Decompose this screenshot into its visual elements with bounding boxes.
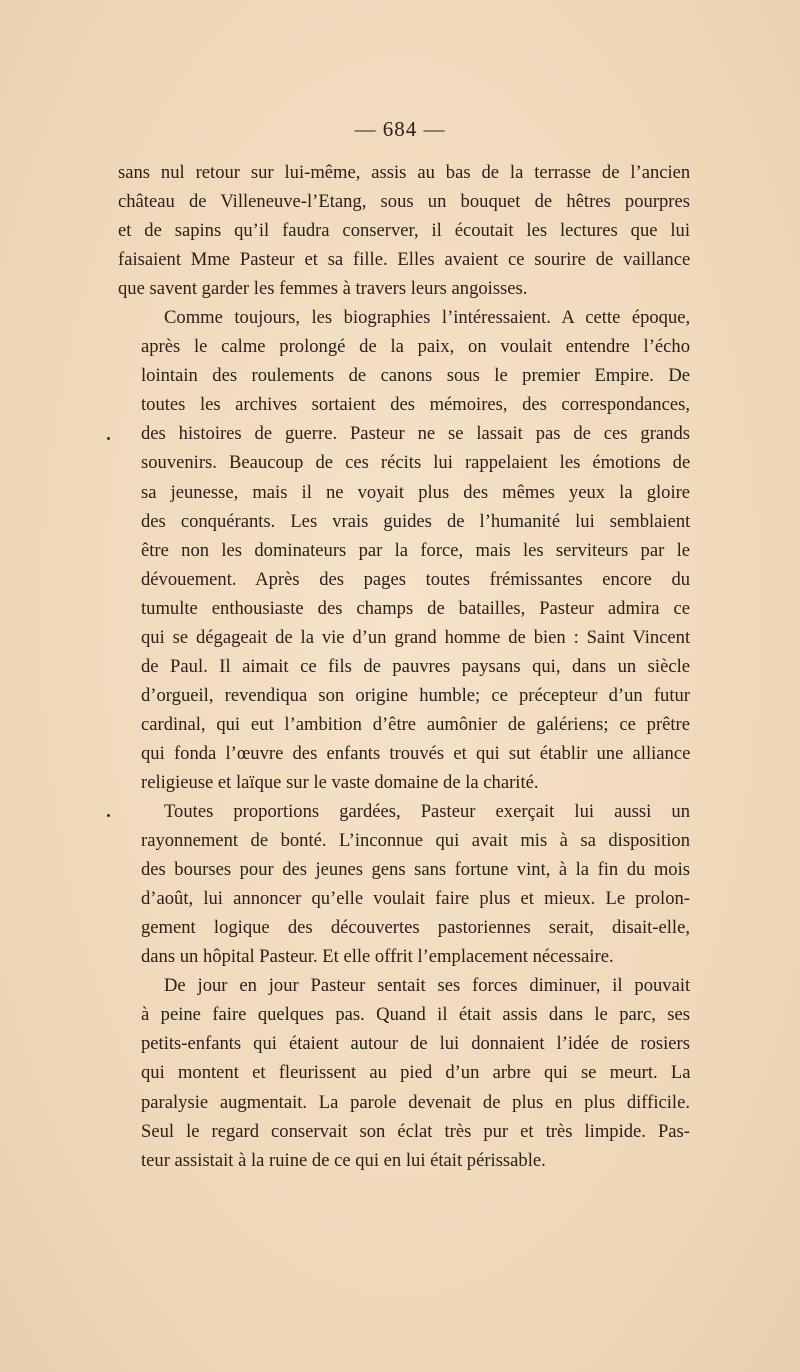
text-line: lointain des roulements de canons sous le premier Empire. De bbox=[141, 365, 690, 387]
text-line: qui se dégageait de la vie d’un grand homme de bien : Saint Vincent bbox=[141, 626, 691, 648]
margin-dot bbox=[107, 814, 110, 817]
paragraph bbox=[118, 158, 690, 303]
text-line: de Paul. Il aimait ce fils de pauvres paysans qui, dans un siècle bbox=[141, 655, 690, 677]
text-line: des conquérants. Les vrais guides de l’humanité lui semblaient bbox=[141, 510, 691, 532]
text-line: être non les dominateurs par la force, mais les serviteurs par le bbox=[141, 539, 690, 561]
text-line: Comme toujours, les biographies l’intéressaient. A cette époque, bbox=[164, 307, 691, 329]
text-line: des histoires de guerre. Pasteur ne se lassait pas de ces grands bbox=[141, 423, 690, 445]
text-line: petits-enfants qui étaient autour de lui donnaient l’idée de rosiers bbox=[141, 1033, 690, 1055]
paragraph bbox=[118, 303, 690, 797]
text-line: des bourses pour des jeunes gens sans fortune vint, à la fin du mois bbox=[141, 859, 690, 881]
text-line: dans un hôpital Pasteur. Et elle offrit l’emplacement nécessaire. bbox=[141, 946, 614, 968]
text-line: rayonnement de bonté. L’inconnue qui avait mis à sa disposition bbox=[141, 830, 690, 852]
text-line: qui fonda l’œuvre des enfants trouvés et qui sut établir une alliance bbox=[141, 742, 691, 764]
text-line: paralysie augmentait. La parole devenait de plus en plus difficile. bbox=[141, 1091, 690, 1113]
text-line: souvenirs. Beaucoup de ces récits lui rappelaient les émotions de bbox=[141, 452, 691, 474]
text-line: religieuse et laïque sur le vaste domaine de la charité. bbox=[141, 771, 539, 793]
text-line: après le calme prolongé de la paix, on voulait entendre l’écho bbox=[141, 336, 690, 358]
text-line: toutes les archives sortaient des mémoires, des correspondances, bbox=[141, 394, 690, 416]
text-line: tumulte enthousiaste des champs de batailles, Pasteur admira ce bbox=[141, 597, 690, 619]
text-line: Seul le regard conservait son éclat très pur et très limpide. Pas- bbox=[141, 1120, 690, 1142]
text-line: d’orgueil, revendiqua son origine humble; ce précepteur d’un futur bbox=[141, 684, 690, 706]
text-line: et de sapins qu’il faudra conserver, il écoutait les lectures que lui bbox=[118, 220, 690, 242]
paragraph bbox=[118, 797, 690, 971]
page-number: — 684 — bbox=[354, 117, 446, 141]
text-line: dévouement. Après des pages toutes frémissantes encore du bbox=[141, 568, 691, 590]
text-line: château de Villeneuve-l’Etang, sous un bouquet de hêtres pourpres bbox=[118, 191, 690, 213]
paragraph bbox=[118, 971, 690, 1174]
text-line: sans nul retour sur lui-même, assis au bas de la terrasse de l’ancien bbox=[118, 162, 691, 183]
text-line: teur assistait à la ruine de ce qui en lui était périssable. bbox=[141, 1149, 546, 1171]
text-line: qui montent et fleurissent au pied d’un arbre qui se meurt. La bbox=[141, 1062, 691, 1084]
text-line: cardinal, qui eut l’ambition d’être aumônier de galériens; ce prêtre bbox=[141, 713, 690, 735]
margin-dot bbox=[107, 437, 110, 440]
text-line: faisaient Mme Pasteur et sa fille. Elles avaient ce sourire de vaillance bbox=[118, 249, 691, 271]
text-line: sa jeunesse, mais il ne voyait plus des mêmes yeux la gloire bbox=[141, 481, 691, 503]
text-line: à peine faire quelques pas. Quand il était assis dans le parc, ses bbox=[141, 1004, 690, 1026]
text-line: gement logique des découvertes pastoriennes serait, disait-elle, bbox=[141, 917, 690, 939]
text-line: d’août, lui annoncer qu’elle voulait faire plus et mieux. Le prolon- bbox=[141, 888, 690, 910]
text-line: Toutes proportions gardées, Pasteur exerçait lui aussi un bbox=[164, 801, 690, 823]
body-text bbox=[118, 158, 690, 1175]
text-line: que savent garder les femmes à travers leurs angoisses. bbox=[118, 278, 528, 300]
text-line: De jour en jour Pasteur sentait ses forces diminuer, il pouvait bbox=[164, 975, 691, 997]
